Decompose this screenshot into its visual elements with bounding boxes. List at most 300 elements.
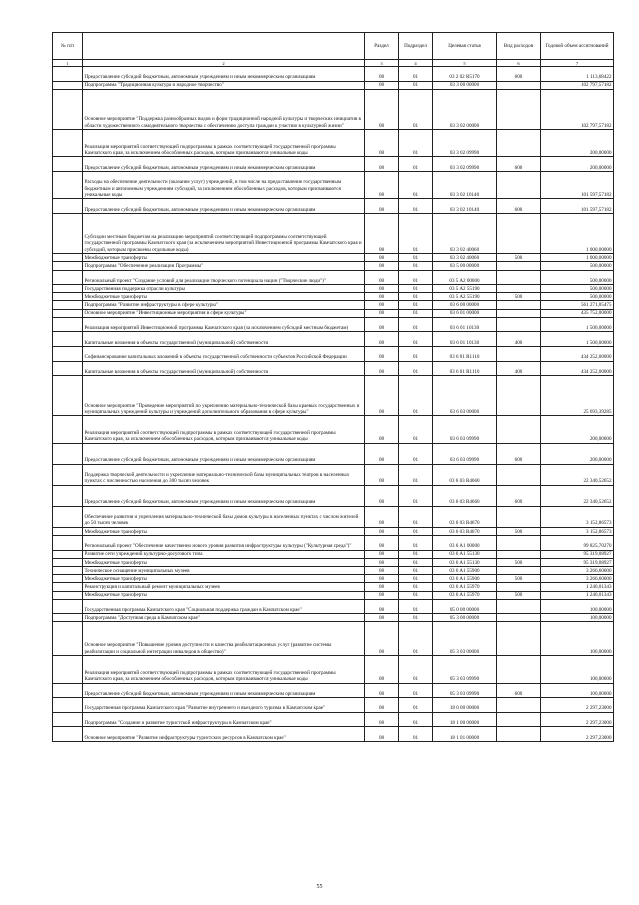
cell-number: [53, 376, 83, 416]
cell-target-article: 03 5 00 00000: [433, 262, 497, 270]
cell-expense-type: [497, 89, 541, 129]
cell-number: [53, 262, 83, 270]
col-header-target-article: Целевая статья: [433, 33, 497, 60]
table-row: [53, 583, 614, 591]
cell-section: 08: [365, 614, 399, 622]
cell-subsection: 01: [399, 270, 433, 285]
cell-annual-amount: 1 000,00000: [541, 254, 614, 262]
cell-number: [53, 89, 83, 129]
cell-section: 08: [365, 309, 399, 317]
cell-number: [53, 622, 83, 656]
cell-annual-amount: 101 597,57182: [541, 171, 614, 198]
cell-section: 08: [365, 599, 399, 614]
cell-annual-amount: 102 797,57182: [541, 81, 614, 89]
cell-subsection: 01: [399, 171, 433, 198]
cell-name: Государственная программа Камчатского края "Развитие внутреннего и въездного туризма в Камчатском крае": [83, 698, 365, 713]
table-row: [53, 683, 614, 698]
cell-section: 08: [365, 591, 399, 599]
cell-section: 08: [365, 301, 399, 309]
cell-name: Межбюджетные трансферты: [83, 558, 365, 566]
cell-annual-amount: 22 340,52652: [541, 485, 614, 506]
cell-subsection: 01: [399, 89, 433, 129]
col-number-3: 3: [365, 60, 399, 67]
cell-section: 08: [365, 558, 399, 566]
cell-name: Реализация мероприятий Инвестиционной программы Камчатского края (за исключением субсидий местным бюджетам): [83, 317, 365, 332]
table-row: [53, 301, 614, 309]
table-row: [53, 376, 614, 416]
cell-expense-type: 400: [497, 332, 541, 347]
cell-expense-type: [497, 285, 541, 293]
cell-number: [53, 583, 83, 591]
cell-name: Подпрограмма "Традиционная культура и народное творчество": [83, 81, 365, 89]
cell-expense-type: 600: [497, 67, 541, 82]
cell-expense-type: [497, 416, 541, 443]
cell-name: Предоставление субсидий бюджетным, автономным учреждениям и иным некоммерческим организациям: [83, 67, 365, 82]
cell-name: Основное мероприятие "Проведение мероприятий по укреплению материально-технической базы краевых государственных и муниципальных учреждений культуры и учреждений дополнительного образования в сфере культуры": [83, 376, 365, 416]
cell-annual-amount: 100,00000: [541, 614, 614, 622]
cell-number: [53, 171, 83, 198]
cell-section: 08: [365, 550, 399, 558]
cell-name: Подпрограмма "Развитие инфраструктуры в сфере культуры": [83, 301, 365, 309]
cell-target-article: 03 6 01 00000: [433, 309, 497, 317]
cell-annual-amount: 95 319,08927: [541, 550, 614, 558]
cell-section: 08: [365, 464, 399, 485]
cell-section: 08: [365, 293, 399, 301]
cell-number: [53, 485, 83, 506]
cell-expense-type: 600: [497, 485, 541, 506]
cell-expense-type: [497, 614, 541, 622]
table-row: [53, 293, 614, 301]
cell-section: 08: [365, 213, 399, 253]
col-header-annual-amount: Годовой объем ассигнований: [541, 33, 614, 60]
cell-target-article: 03 5 A2 55190: [433, 285, 497, 293]
table-row: [53, 527, 614, 535]
table-row: [53, 599, 614, 614]
cell-number: [53, 599, 83, 614]
cell-subsection: 01: [399, 416, 433, 443]
cell-subsection: 01: [399, 506, 433, 527]
table-row: [53, 317, 614, 332]
cell-expense-type: [497, 727, 541, 742]
cell-target-article: 03 3 02 40060: [433, 213, 497, 253]
cell-target-article: 03 6 A1 55970: [433, 583, 497, 591]
cell-annual-amount: 100,00000: [541, 622, 614, 656]
cell-name: Субсидии местным бюджетам на реализацию мероприятий соответствующей подпрограммы соответствующей государственной программы Камчатского края (за исключением мероприятий Инвестиционной программы Камчатского края и субсидий, которым присвоены отдельные коды): [83, 213, 365, 253]
table-row: [53, 171, 614, 198]
cell-section: 08: [365, 129, 399, 156]
cell-section: 08: [365, 171, 399, 198]
budget-table: [52, 32, 614, 742]
cell-section: 08: [365, 712, 399, 727]
cell-name: Подпрограмма "Создание и развитие туристской инфраструктуры в Камчатском крае": [83, 712, 365, 727]
cell-expense-type: [497, 317, 541, 332]
cell-expense-type: [497, 622, 541, 656]
col-number-7: 7: [541, 60, 614, 67]
cell-expense-type: [497, 656, 541, 683]
cell-expense-type: [497, 262, 541, 270]
cell-name: Техническое оснащение муниципальных музеев: [83, 566, 365, 574]
cell-target-article: 03 6 01 R1110: [433, 347, 497, 362]
cell-annual-amount: 2 297,23000: [541, 698, 614, 713]
cell-name: Предоставление субсидий бюджетным, автономным учреждениям и иным некоммерческим организациям: [83, 199, 365, 214]
cell-section: 08: [365, 443, 399, 464]
cell-target-article: 03 3 02 40060: [433, 254, 497, 262]
cell-annual-amount: 1 500,00000: [541, 332, 614, 347]
cell-target-article: 03 6 A1 55130: [433, 558, 497, 566]
cell-subsection: 01: [399, 550, 433, 558]
cell-number: [53, 656, 83, 683]
cell-number: [53, 558, 83, 566]
cell-expense-type: 500: [497, 527, 541, 535]
cell-subsection: 01: [399, 698, 433, 713]
table-row: [53, 656, 614, 683]
cell-name: Капитальные вложения в объекты государственной (муниципальной) собственности: [83, 361, 365, 376]
table-header-row: [53, 33, 614, 60]
cell-annual-amount: 3 152,86573: [541, 527, 614, 535]
cell-number: [53, 301, 83, 309]
table-row: [53, 591, 614, 599]
cell-subsection: 01: [399, 566, 433, 574]
cell-expense-type: [497, 566, 541, 574]
table-row: [53, 464, 614, 485]
cell-name: Региональный проект "Создание условий для реализации творческого потенциала нации ("Творческие люди")": [83, 270, 365, 285]
table-row: [53, 254, 614, 262]
cell-section: 08: [365, 361, 399, 376]
cell-number: [53, 67, 83, 82]
cell-target-article: 03 2 02 R5170: [433, 67, 497, 82]
cell-target-article: 18 1 00 00000: [433, 712, 497, 727]
cell-expense-type: [497, 535, 541, 550]
cell-name: Предоставление субсидий бюджетным, автономным учреждениям и иным некоммерческим организациям: [83, 443, 365, 464]
cell-name: Предоставление субсидий бюджетным, автономным учреждениям и иным некоммерческим организациям: [83, 157, 365, 172]
cell-annual-amount: 25 693,39285: [541, 376, 614, 416]
cell-annual-amount: 102 797,57182: [541, 89, 614, 129]
cell-section: 08: [365, 683, 399, 698]
cell-subsection: 01: [399, 254, 433, 262]
cell-number: [53, 698, 83, 713]
cell-name: Региональный проект "Обеспечение качественно нового уровня развития инфраструктуры культуры ("Культурная среда")": [83, 535, 365, 550]
col-number-5: 5: [433, 60, 497, 67]
table-row: [53, 361, 614, 376]
cell-section: 08: [365, 317, 399, 332]
table-row: [53, 622, 614, 656]
cell-section: 08: [365, 67, 399, 82]
table-row: [53, 712, 614, 727]
cell-annual-amount: 200,00000: [541, 157, 614, 172]
budget-table-sheet: [52, 32, 613, 742]
cell-expense-type: 600: [497, 683, 541, 698]
cell-subsection: 01: [399, 129, 433, 156]
table-column-numbers-row: [53, 60, 614, 67]
cell-number: [53, 527, 83, 535]
cell-annual-amount: 1 500,00000: [541, 317, 614, 332]
cell-annual-amount: 500,00000: [541, 262, 614, 270]
cell-annual-amount: 1 000,00000: [541, 213, 614, 253]
cell-section: 08: [365, 622, 399, 656]
cell-annual-amount: 3 266,60000: [541, 575, 614, 583]
cell-target-article: 03 3 02 09990: [433, 129, 497, 156]
table-row: [53, 270, 614, 285]
cell-annual-amount: 100,00000: [541, 683, 614, 698]
cell-section: 08: [365, 89, 399, 129]
table-row: [53, 332, 614, 347]
cell-target-article: 03 6 03 09990: [433, 416, 497, 443]
cell-name: Реконструкция и капитальный ремонт муниципальных музеев: [83, 583, 365, 591]
table-row: [53, 614, 614, 622]
cell-target-article: 18 1 01 00000: [433, 727, 497, 742]
cell-section: 08: [365, 254, 399, 262]
cell-name: Государственная поддержка отрасли культуры: [83, 285, 365, 293]
cell-expense-type: [497, 698, 541, 713]
cell-section: 08: [365, 485, 399, 506]
cell-expense-type: 600: [497, 443, 541, 464]
table-row: [53, 443, 614, 464]
cell-number: [53, 416, 83, 443]
cell-section: 08: [365, 656, 399, 683]
cell-target-article: 03 6 01 10130: [433, 332, 497, 347]
cell-section: 08: [365, 506, 399, 527]
cell-name: Межбюджетные трансферты: [83, 293, 365, 301]
cell-target-article: 03 6 03 09990: [433, 443, 497, 464]
col-header-subsection: Подраздел: [399, 33, 433, 60]
cell-subsection: 01: [399, 599, 433, 614]
cell-annual-amount: 561 271,05475: [541, 301, 614, 309]
cell-subsection: 01: [399, 583, 433, 591]
cell-subsection: 01: [399, 558, 433, 566]
cell-target-article: 03 6 01 10130: [433, 317, 497, 332]
cell-number: [53, 712, 83, 727]
cell-target-article: 03 3 02 00000: [433, 89, 497, 129]
cell-number: [53, 285, 83, 293]
cell-expense-type: [497, 129, 541, 156]
cell-annual-amount: 100,00000: [541, 656, 614, 683]
cell-target-article: 03 6 A1 55900: [433, 575, 497, 583]
cell-name: Реализация мероприятий соответствующей подпрограммы в рамках соответствующей государственной программы Камчатского края, за исключением обособленных расходов, которым присваиваются уникальные коды: [83, 129, 365, 156]
table-row: [53, 89, 614, 129]
cell-section: 08: [365, 285, 399, 293]
cell-target-article: 03 3 00 00000: [433, 81, 497, 89]
cell-subsection: 01: [399, 157, 433, 172]
cell-number: [53, 614, 83, 622]
cell-target-article: 05 3 03 09990: [433, 656, 497, 683]
col-header-number: № п/п: [53, 33, 83, 60]
cell-number: [53, 361, 83, 376]
cell-annual-amount: 500,00000: [541, 285, 614, 293]
cell-expense-type: [497, 464, 541, 485]
cell-number: [53, 727, 83, 742]
cell-subsection: 01: [399, 443, 433, 464]
cell-section: 08: [365, 416, 399, 443]
col-header-name: [83, 33, 365, 60]
cell-name: Основное мероприятие "Повышение уровня доступности и качества реабилитационных услуг (развитие системы реабилитации и социальной интеграции инвалидов в общество)": [83, 622, 365, 656]
cell-annual-amount: 500,00000: [541, 293, 614, 301]
cell-expense-type: [497, 213, 541, 253]
table-row: [53, 566, 614, 574]
table-row: [53, 535, 614, 550]
cell-expense-type: [497, 301, 541, 309]
cell-section: 08: [365, 527, 399, 535]
cell-number: [53, 464, 83, 485]
cell-section: 08: [365, 199, 399, 214]
cell-name: Капитальные вложения в объекты государственной (муниципальной) собственности: [83, 332, 365, 347]
cell-section: 08: [365, 157, 399, 172]
cell-annual-amount: 3 152,86573: [541, 506, 614, 527]
cell-annual-amount: 1 113,68422: [541, 67, 614, 82]
cell-section: 08: [365, 376, 399, 416]
cell-subsection: 01: [399, 199, 433, 214]
table-row: [53, 309, 614, 317]
cell-expense-type: 600: [497, 199, 541, 214]
cell-annual-amount: 3 266,60000: [541, 566, 614, 574]
cell-expense-type: 500: [497, 254, 541, 262]
cell-annual-amount: 200,00000: [541, 416, 614, 443]
cell-subsection: 01: [399, 485, 433, 506]
table-row: [53, 262, 614, 270]
cell-section: 08: [365, 262, 399, 270]
cell-annual-amount: 200,00000: [541, 129, 614, 156]
cell-number: [53, 317, 83, 332]
cell-section: 08: [365, 575, 399, 583]
col-number-6: 6: [497, 60, 541, 67]
cell-subsection: 01: [399, 262, 433, 270]
cell-name: Государственная программа Камчатского края "Социальная поддержка граждан в Камчатском крае": [83, 599, 365, 614]
cell-expense-type: 600: [497, 157, 541, 172]
cell-target-article: 03 6 A1 55130: [433, 550, 497, 558]
cell-number: [53, 199, 83, 214]
col-number-1: 1: [53, 60, 83, 67]
cell-number: [53, 506, 83, 527]
cell-section: 08: [365, 270, 399, 285]
cell-number: [53, 254, 83, 262]
cell-annual-amount: 101 597,57182: [541, 199, 614, 214]
table-row: [53, 698, 614, 713]
cell-annual-amount: 95 319,08927: [541, 558, 614, 566]
cell-number: [53, 566, 83, 574]
table-row: [53, 199, 614, 214]
cell-target-article: 05 3 00 00000: [433, 614, 497, 622]
cell-expense-type: [497, 347, 541, 362]
table-row: [53, 550, 614, 558]
cell-target-article: 03 6 A1 00000: [433, 535, 497, 550]
cell-target-article: 05 3 03 09990: [433, 683, 497, 698]
cell-subsection: 01: [399, 332, 433, 347]
col-number-2: 2: [83, 60, 365, 67]
cell-subsection: 01: [399, 213, 433, 253]
cell-target-article: 03 5 A2 00000: [433, 270, 497, 285]
table-row: [53, 575, 614, 583]
cell-subsection: 01: [399, 622, 433, 656]
cell-name: Реализация мероприятий соответствующей подпрограммы в рамках соответствующей государственной программы Камчатского края, за исключением обособленных расходов, которым присваиваются уникальные коды: [83, 416, 365, 443]
cell-number: [53, 81, 83, 89]
cell-annual-amount: 2 297,23000: [541, 712, 614, 727]
cell-expense-type: [497, 270, 541, 285]
cell-subsection: 01: [399, 361, 433, 376]
cell-target-article: 03 6 A1 55900: [433, 566, 497, 574]
cell-target-article: 03 6 01 R1110: [433, 361, 497, 376]
cell-number: [53, 129, 83, 156]
cell-number: [53, 332, 83, 347]
cell-number: [53, 591, 83, 599]
cell-section: 08: [365, 81, 399, 89]
cell-target-article: 03 6 03 R4670: [433, 527, 497, 535]
cell-expense-type: [497, 712, 541, 727]
cell-annual-amount: 2 297,23000: [541, 727, 614, 742]
cell-section: 08: [365, 332, 399, 347]
table-row: [53, 67, 614, 82]
cell-subsection: 01: [399, 317, 433, 332]
cell-target-article: 03 6 03 R4660: [433, 464, 497, 485]
cell-subsection: 01: [399, 527, 433, 535]
table-row: [53, 727, 614, 742]
cell-target-article: 03 3 02 10140: [433, 199, 497, 214]
cell-subsection: 01: [399, 376, 433, 416]
cell-name: Основное мероприятие "Инвестиционные мероприятия в сфере культуры": [83, 309, 365, 317]
cell-expense-type: [497, 583, 541, 591]
cell-expense-type: 500: [497, 575, 541, 583]
cell-target-article: 05 0 00 00000: [433, 599, 497, 614]
cell-annual-amount: 22 340,52652: [541, 464, 614, 485]
cell-target-article: 03 5 A2 55190: [433, 293, 497, 301]
cell-section: 08: [365, 727, 399, 742]
cell-target-article: 03 6 03 00000: [433, 376, 497, 416]
cell-expense-type: 500: [497, 591, 541, 599]
cell-name: Межбюджетные трансферты: [83, 591, 365, 599]
cell-number: [53, 270, 83, 285]
cell-target-article: 03 6 A1 55970: [433, 591, 497, 599]
cell-annual-amount: 200,00000: [541, 443, 614, 464]
col-number-4: 4: [399, 60, 433, 67]
cell-annual-amount: 434 252,00000: [541, 361, 614, 376]
cell-target-article: 03 3 02 09990: [433, 157, 497, 172]
cell-subsection: 01: [399, 464, 433, 485]
cell-number: [53, 535, 83, 550]
cell-subsection: 01: [399, 293, 433, 301]
cell-expense-type: [497, 81, 541, 89]
col-header-expense-type: Вид расходов: [497, 33, 541, 60]
cell-target-article: 18 0 00 00000: [433, 698, 497, 713]
cell-number: [53, 347, 83, 362]
cell-annual-amount: 1 240,01343: [541, 583, 614, 591]
cell-expense-type: [497, 506, 541, 527]
cell-annual-amount: 434 252,00000: [541, 347, 614, 362]
cell-subsection: 01: [399, 591, 433, 599]
col-header-section: Раздел: [365, 33, 399, 60]
cell-subsection: 01: [399, 285, 433, 293]
cell-name: Межбюджетные трансферты: [83, 575, 365, 583]
cell-target-article: 03 6 03 R4660: [433, 485, 497, 506]
cell-number: [53, 683, 83, 698]
cell-name: Предоставление субсидий бюджетным, автономным учреждениям и иным некоммерческим организациям: [83, 683, 365, 698]
cell-section: 08: [365, 583, 399, 591]
table-body: [53, 67, 614, 742]
cell-subsection: 01: [399, 309, 433, 317]
cell-expense-type: [497, 309, 541, 317]
cell-section: 08: [365, 347, 399, 362]
cell-expense-type: [497, 550, 541, 558]
cell-name: Межбюджетные трансферты: [83, 254, 365, 262]
cell-expense-type: 400: [497, 361, 541, 376]
cell-name: Софинансирование капитальных вложений в объекты государственной собственности субъектов Российской Федерации: [83, 347, 365, 362]
cell-target-article: 03 6 03 R4670: [433, 506, 497, 527]
cell-subsection: 01: [399, 712, 433, 727]
cell-expense-type: [497, 599, 541, 614]
cell-number: [53, 157, 83, 172]
cell-name: Подпрограмма "Доступная среда в Камчатском крае": [83, 614, 365, 622]
cell-subsection: 01: [399, 81, 433, 89]
cell-subsection: 01: [399, 656, 433, 683]
cell-name: Реализация мероприятий соответствующей подпрограммы в рамках соответствующей государственной программы Камчатского края, за исключением обособленных расходов, которым присваиваются уникальные коды: [83, 656, 365, 683]
page-number: 55: [316, 884, 323, 890]
